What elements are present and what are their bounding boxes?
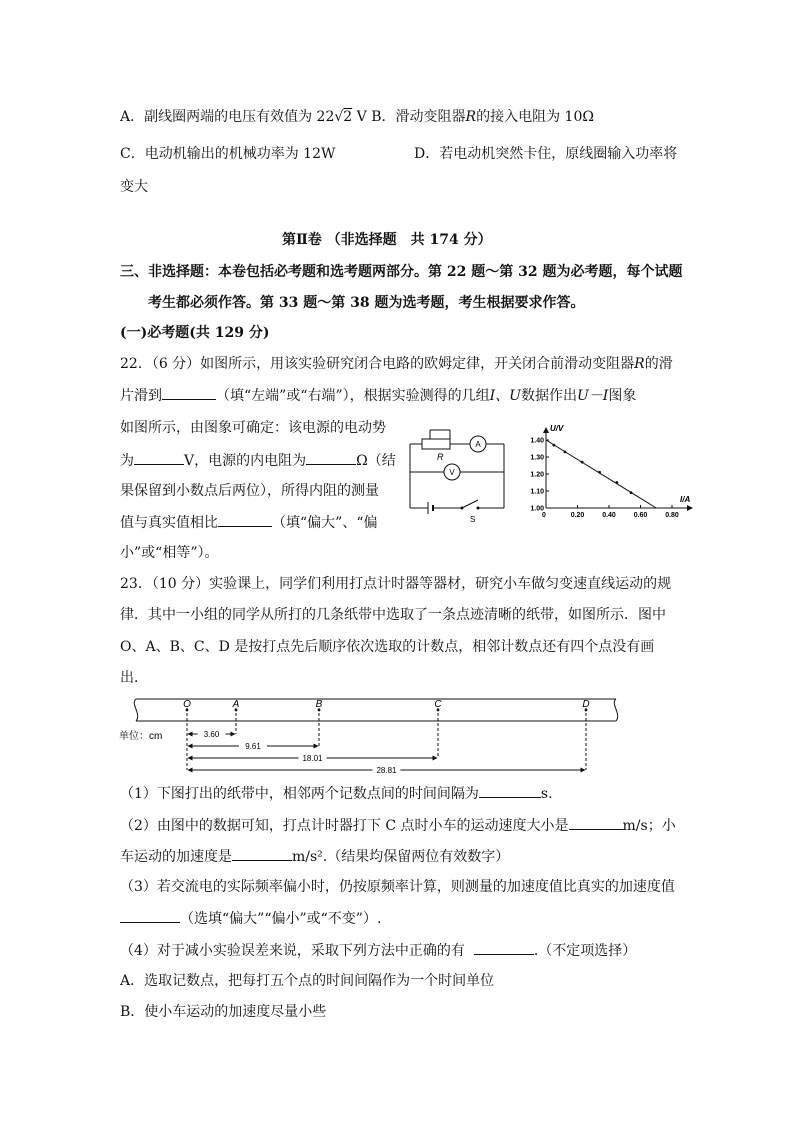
q23-sub-3: （3）若交流电的实际频率偏小时，仍按原频率计算，则测量的加速度值比真实的加速度值 <box>120 879 675 895</box>
tape-torn-right <box>614 699 617 721</box>
q23-s2d: m/s².（结果均保留两位有效数字） <box>292 849 510 865</box>
answer-blank-compare[interactable] <box>218 512 272 527</box>
switch-icon <box>462 500 478 508</box>
q23-line-4: 出． <box>120 670 148 686</box>
q23-sub-2-cont <box>120 846 509 867</box>
count-point-label: C <box>434 699 442 710</box>
answer-blank-end[interactable] <box>162 385 216 400</box>
option-b-text: B．滑动变阻器 <box>371 109 466 125</box>
q23-s4b: .（不定项选择） <box>533 943 637 959</box>
q22-l6b: （填“偏大”、“偏 <box>272 515 378 531</box>
x-tick-label: 0.20 <box>570 512 585 519</box>
data-point <box>598 471 601 474</box>
q22-l4b: V，电源的内电阻为 <box>184 453 307 469</box>
voltmeter-label: V <box>449 468 455 477</box>
answer-blank-interval[interactable] <box>479 783 541 798</box>
answer-blank-emf[interactable] <box>134 450 184 465</box>
ammeter-label: A <box>475 440 481 449</box>
data-point <box>564 451 567 454</box>
data-point <box>581 461 584 464</box>
option-a-unit: V <box>356 109 367 125</box>
answer-blank-methods[interactable] <box>474 940 534 955</box>
option-b-r: R <box>465 109 477 125</box>
q22-l2f: 图象 <box>608 388 637 404</box>
y-axis-label: U/V <box>550 424 564 433</box>
distance-label: 9.61 <box>245 742 261 751</box>
q23-sub-1 <box>120 783 553 804</box>
switch-label: S <box>470 515 476 524</box>
answer-blank-resistance[interactable] <box>306 450 356 465</box>
distance-label: 18.01 <box>302 754 323 763</box>
y-tick-label: 1.30 <box>530 454 544 462</box>
q23-sub-3-cont <box>120 908 381 929</box>
rheostat-icon <box>422 439 450 449</box>
fit-line <box>546 440 656 508</box>
unit-label: 单位：cm <box>119 731 163 742</box>
distance-label: 28.81 <box>376 766 397 774</box>
q22-line-6 <box>120 512 377 533</box>
q23-sub-4 <box>120 940 636 961</box>
switch-contact <box>461 507 464 510</box>
answer-blank-velocity[interactable] <box>569 815 623 830</box>
answer-blank-bias[interactable] <box>120 908 180 923</box>
q22-line-3: 如图所示，由图象可确定：该电源的电动势 <box>120 420 386 436</box>
q22-line-2 <box>120 385 636 406</box>
ui-graph <box>522 422 702 526</box>
y-tick-label: 1.10 <box>530 488 544 496</box>
q22-l1a: 22．（6 分）如图所示，用该实验研究闭合电路的欧姆定律，开关闭合前滑动变阻器 <box>120 356 635 372</box>
q22-l4a: 为 <box>120 453 134 469</box>
count-point-label: D <box>582 699 590 710</box>
q22-line-5: 果保留到小数点后两位），所得内阻的测量 <box>120 483 379 499</box>
count-point-label: A <box>232 699 240 710</box>
switch-contact <box>477 507 480 510</box>
q22-l1c: 的滑 <box>644 356 673 372</box>
q23-s4a: （4）对于减小实验误差来说，采取下列方法中正确的有 <box>120 943 465 959</box>
paper-tape-figure <box>116 694 626 774</box>
q22-l4c: Ω（结 <box>356 453 396 469</box>
y-tick-label: 1.20 <box>530 471 544 479</box>
q23-s2b: m/s；小 <box>622 818 676 834</box>
data-point <box>615 481 618 484</box>
q22-l2e: U－I <box>576 388 609 404</box>
q22-l2c: I、U <box>489 388 521 404</box>
circuit-diagram <box>404 422 516 526</box>
option-b-tail: 的接入电阻为 10Ω <box>476 109 594 125</box>
q22-l6a: 值与真实值相比 <box>120 515 218 531</box>
answer-blank-acceleration[interactable] <box>232 846 292 861</box>
q22-l2a: 片滑到 <box>120 388 162 404</box>
y-tick-label: 1.00 <box>530 505 544 513</box>
section-title: 第Ⅱ卷 （非选择题 共 174 分） <box>282 232 492 248</box>
q22-line-1 <box>120 354 673 374</box>
count-point-label: B <box>315 699 323 710</box>
count-point-label: O <box>183 699 191 710</box>
q23-line-3: O、A、B、C、D 是按打点先后顺序依次选取的计数点，相邻计数点还有四个点没有画 <box>120 639 655 655</box>
q22-line-4 <box>120 450 396 471</box>
distance-label: 3.60 <box>203 730 220 739</box>
x-tick-label: 0.60 <box>633 512 648 519</box>
q23-option-b: B．使小车运动的加速度尽量小些 <box>120 1004 327 1020</box>
q23-line-1: 23．（10 分）实验课上，同学们利用打点计时器等器材，研究小车做匀变速直线运动的规 <box>120 576 672 592</box>
x-tick-label: 0.40 <box>602 512 616 519</box>
origin-label: 0 <box>542 512 546 519</box>
rheostat-label: R <box>437 452 444 462</box>
q22-l2b: （填“左端”或“右端”），根据实验测得的几组 <box>216 388 490 404</box>
q22-line-7: 小”或“相等”）。 <box>120 545 219 561</box>
q23-s3b: （选填“偏大”“偏小”或“不变”）. <box>180 911 382 927</box>
option-a-text: A．副线圈两端的电压有效值为 22 <box>120 109 335 125</box>
q23-option-a: A．选取记数点，把每打五个点的时间间隔作为一个时间单位 <box>120 973 495 989</box>
y-tick-label: 1.40 <box>530 437 544 445</box>
q23-s1b: s. <box>540 786 553 802</box>
section-instruction-2: 考生都必须作答。第 33 题～第 38 题为选考题，考生根据要求作答。 <box>148 295 585 311</box>
q23-s2a: （2）由图中的数据可知，打点计时器打下 C 点时小车的运动速度大小是 <box>120 818 569 834</box>
q23-s2c: 车运动的加速度是 <box>120 849 232 865</box>
option-d: D．若电动机突然卡住，原线圈输入功率将 <box>414 146 678 162</box>
option-a-sqrt: 2 <box>343 109 353 125</box>
sqrt-sign: √ <box>334 109 344 125</box>
q23-line-2: 律．其中一小组的同学从所打的几条纸带中选取了一条点迹清晰的纸带，如图所示．图中 <box>120 607 666 623</box>
section-instruction-1: 三、非选择题：本卷包括必考题和选考题两部分。第 22 题～第 32 题为必考题，每个试题 <box>120 264 683 280</box>
option-c: C．电动机输出的机械功率为 12W <box>120 146 336 162</box>
required-heading: (一)必考题(共 129 分) <box>120 325 270 341</box>
q23-sub-2 <box>120 815 676 836</box>
option-a <box>120 107 594 127</box>
option-d-cont: 变大 <box>120 179 148 195</box>
data-point <box>630 491 633 494</box>
x-axis-label: I/A <box>680 495 691 504</box>
data-point <box>552 444 555 447</box>
q22-l1b: R <box>634 356 645 372</box>
q23-s1a: （1）下图打出的纸带中，相邻两个记数点间的时间间隔为 <box>120 786 479 802</box>
x-tick-label: 0.80 <box>665 512 679 519</box>
q22-l2d: 数据作出 <box>520 388 577 404</box>
tape-torn-left <box>134 699 137 721</box>
